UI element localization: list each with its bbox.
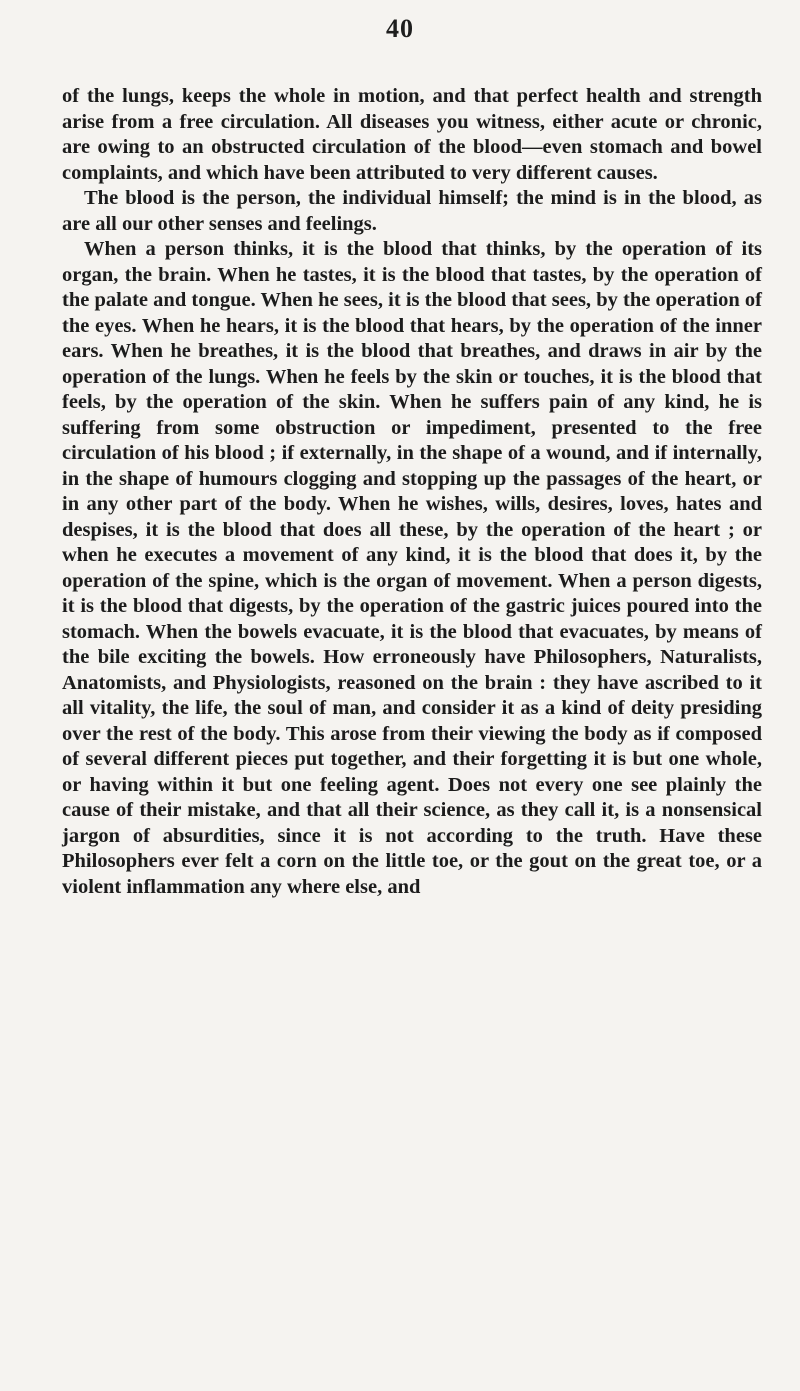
paragraph: of the lungs, keeps the whole in motion, and that perfect health and strength arise from a free circulation. All diseases you witness, either acute or chronic, are owing to an obstructed circulation of the blood—even stomach and bowel complaints, and which have been attributed to very different causes. [62, 85, 762, 184]
body-text [62, 84, 762, 900]
paragraph: When a person thinks, it is the blood that thinks, by the operation of its organ, the brain. When he tastes, it is the blood that tastes, by the operation of the palate and tongue. When he sees, it is the blood that sees, by the operation of the eyes. When he hears, it is the blood that hears, by the operation of the inner ears. When he breathes, it is the blood that breathes, and draws in air by the operation of the lungs. When he feels by the skin or touches, it is the blood that feels, by the operation of the skin. When he suffers pain of any kind, he is suffering from some obstruction or impediment, presented to the free circulation of his blood ; if externally, in the shape of a wound, and if internally, in the shape of humours clogging and stopping up the passages of the heart, or in any other part of the body. When he wishes, wills, desires, loves, hates and despises, it is the blood that does all these, by the operation of the heart ; or when he executes a movement of any kind, it is the blood that does it, by the operation of the spine, which is the organ of movement. When a person digests, it is the blood that digests, by the operation of the gastric juices poured into the stomach. When the bowels evacuate, it is the blood that evacuates, by means of the bile exciting the bowels. How erroneously have Philosophers, Naturalists, Anatomists, and Physiologists, reasoned on the brain : they have ascribed to it all vitality, the life, the soul of man, and consider it as a kind of deity presiding over the rest of the body. This arose from their viewing the body as if composed of several different pieces put together, and their forgetting it is but one whole, or having within it but one feeling agent. Does not every one see plainly the cause of their mistake, and that all their science, as they call it, is a nonsensical jargon of absurdities, since it is not according to the truth. Have these Philosophers ever felt a corn on the little toe, or the gout on the great toe, or a violent inflammation any where else, and [62, 238, 762, 898]
paragraph: The blood is the person, the individual himself; the mind is in the blood, as are all our other senses and feelings. [62, 187, 762, 235]
page-number: 40 [386, 14, 414, 43]
